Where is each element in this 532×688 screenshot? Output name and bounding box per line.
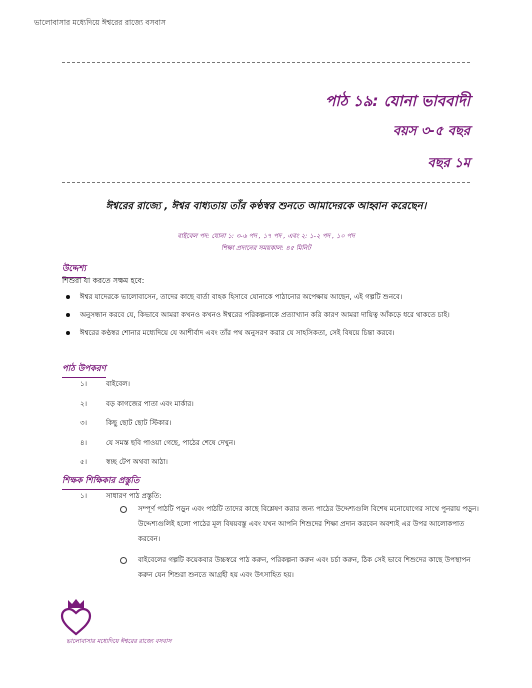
materials-list (80, 378, 236, 476)
preparation-subitem: বাইবেলের গল্পটি কয়েকবার উচ্চস্বরে পাঠ করুন, পরিকল্পনা করুন এবং চর্চা করুন, ঠিক সেই ভাবে শিশুদের কাছে উপস্থাপন করুন যেন শিশুরা শুনতে আগ্রহী হয় এবং উৎসাহিত হয়। (118, 553, 482, 583)
objectives-heading: উদ্দেশ্য (62, 262, 86, 278)
material-item (80, 417, 236, 437)
preparation-sublist (118, 502, 482, 589)
lesson-theme: ঈশ্বরের রাজ্যে , ঈশ্বর বাধ্যতায় তাঁর কণ্ঠস্বর শুনতে আমাদেরকে আহ্বান করেছেন। (105, 201, 427, 212)
material-item (80, 398, 236, 418)
material-text: কিছু ছোট ছোট স্টিকার। (106, 419, 172, 427)
material-item (80, 456, 236, 476)
material-text: বাইবেল। (106, 380, 130, 388)
material-number: ৪। (80, 438, 88, 447)
age-range: বয়স ৩-৫ বছর (392, 124, 470, 139)
material-text: স্বচ্ছ টেপ অথবা আঠা। (106, 458, 168, 466)
running-header: ভালোবাসার মধ্যেদিয়ে ঈশ্বরের রাজ্যে বসবাস (34, 18, 166, 27)
year-label: বছর ১ম (427, 156, 470, 171)
preparation-label: সাধারণ পাঠ প্রস্তুতি: (106, 492, 162, 500)
material-item (80, 437, 236, 457)
objective-item: অনুসন্ধান করবে যে, কিভাবে আমরা কখনও কখনও ঈশ্বরের পরিকল্পনাকে প্রত্যাখ্যান করি কারণ আমরা দায়িত্ব আঁকড়ে ধরে থাকতে চাই। (62, 308, 482, 322)
divider-top (62, 62, 470, 63)
bible-passage: বাইবেল পদ: যোনা ১: ৩-৬ পদ , ১৭ পদ , এবং ২: ১-২ পদ , ১০ পদ (177, 232, 355, 240)
footer-text: ভালোবাসার মধ্যেদিয়ে ঈশ্বরের রাজ্যে বসবাস (66, 638, 172, 645)
teaching-time: শিক্ষা প্রদানের সময়কাল: ৪৫ মিনিট (221, 244, 311, 252)
material-number: ৫। (80, 458, 88, 466)
objective-item: ঈশ্বর যাদেরকে ভালোবাসেন, তাদের কাছে বার্তা বাহক হিসাবে যোনাকে পাঠানোর অপেক্ষায় আছেন, এই গল্পটি শুনবে। (62, 290, 482, 304)
preparation-heading: শিক্ষক শিক্ষিকার প্রস্তুতি (62, 474, 139, 490)
lesson-title: পাঠ ১৯: যোনা ভাববাদী (325, 92, 470, 110)
material-item (80, 378, 236, 398)
objectives-list (62, 290, 482, 344)
preparation-number: ১। (80, 492, 88, 500)
preparation-item (80, 490, 162, 502)
material-text: বড় কাগজের পাতা এবং মার্কার। (106, 399, 194, 408)
materials-heading: পাঠ উপকরণ (62, 362, 106, 378)
preparation-subitem: সম্পূর্ণ পাঠটি পড়ুন এবং পাঠটি তাদের কাছে বিশ্লেষণ করার জন্য পাঠের উদ্দেশ্যগুলি বিশেষ মনোযোগের সাথে পুনরায় পড়ুন। উদ্দেশ্যগুলিই হলো পাঠের মূল বিষয়বস্তু এবং যখন আপনি শিশুদের শিক্ষা প্রদান করবেন অবশ্যই এর উপর আলোকপাত করবেন। (118, 502, 482, 547)
objectives-intro: শিশুরা যা করতে সক্ষম হবে: (62, 276, 145, 285)
divider-middle (62, 182, 470, 183)
material-number: ৩। (80, 419, 88, 427)
objective-item: ঈশ্বরের কণ্ঠস্বর শোনার মধ্যেদিয়ে যে আশীর্বাদ এবং তাঁর পথ অনুসরণ করার যে সাহসিকতা, সেই বিষয়ে চিন্তা করবে। (62, 326, 482, 340)
material-text: যে সমস্ত ছবি পাওয়া গেছে, পাঠের শেষে দেখুন। (106, 438, 236, 447)
material-number: ১। (80, 380, 88, 388)
material-number: ২। (80, 399, 88, 408)
